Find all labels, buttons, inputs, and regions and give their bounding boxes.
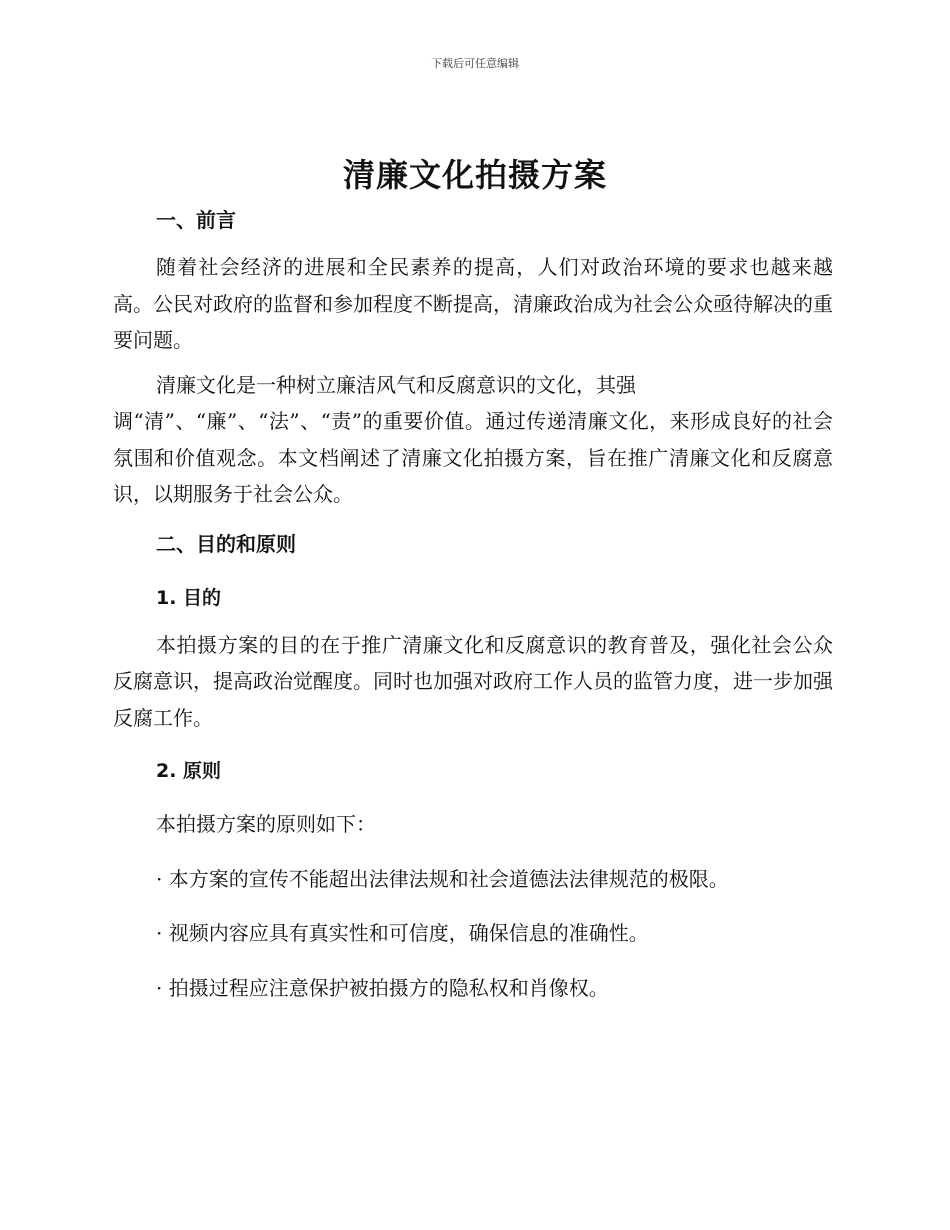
bullet-item: · 本方案的宣传不能超出法律法规和社会道德法法律规范的极限。	[156, 866, 729, 891]
paragraph-preface-2	[113, 367, 833, 513]
section-heading-preface: 一、前言	[156, 208, 236, 232]
section-heading-purpose-principles: 二、目的和原则	[156, 531, 296, 556]
paragraph-preface-1: 随着社会经济的进展和全民素养的提高，人们对政治环境的要求也越来越高。公民对政府的监督和参加程度不断提高，清廉政治成为社会公众亟待解决的重要问题。	[113, 255, 833, 352]
bullet-item: · 拍摄过程应注意保护被拍摄方的隐私权和肖像权。	[156, 975, 609, 1000]
subheading-principles: 2. 原则	[156, 760, 222, 782]
paragraph-principles-intro: 本拍摄方案的原则如下：	[156, 812, 376, 836]
document-body	[113, 203, 833, 1006]
subheading-purpose: 1. 目的	[156, 586, 222, 609]
bullet-item: · 视频内容应具有真实性和可信度，确保信息的准确性。	[156, 921, 649, 945]
paragraph-preface-2-first-line: 清廉文化是一种树立廉洁风气和反腐意识的文化，其强	[156, 372, 636, 397]
document-title: 清廉文化拍摄方案	[342, 156, 607, 194]
header-note: 下载后可任意编辑	[431, 57, 519, 70]
paragraph-purpose: 本拍摄方案的目的在于推广清廉文化和反腐意识的教育普及，强化社会公众反腐意识，提高政治觉醒度。同时也加强对政府工作人员的监管力度，进一步加强反腐工作。	[113, 632, 833, 730]
paragraph-preface-2-rest: 调“清”、“廉”、“法”、“责”的重要价值。通过传递清廉文化，来形成良好的社会氛围和价值观念。本文档阐述了清廉文化拍摄方案，旨在推广清廉文化和反腐意识，以期服务于社会公众。	[113, 409, 833, 506]
